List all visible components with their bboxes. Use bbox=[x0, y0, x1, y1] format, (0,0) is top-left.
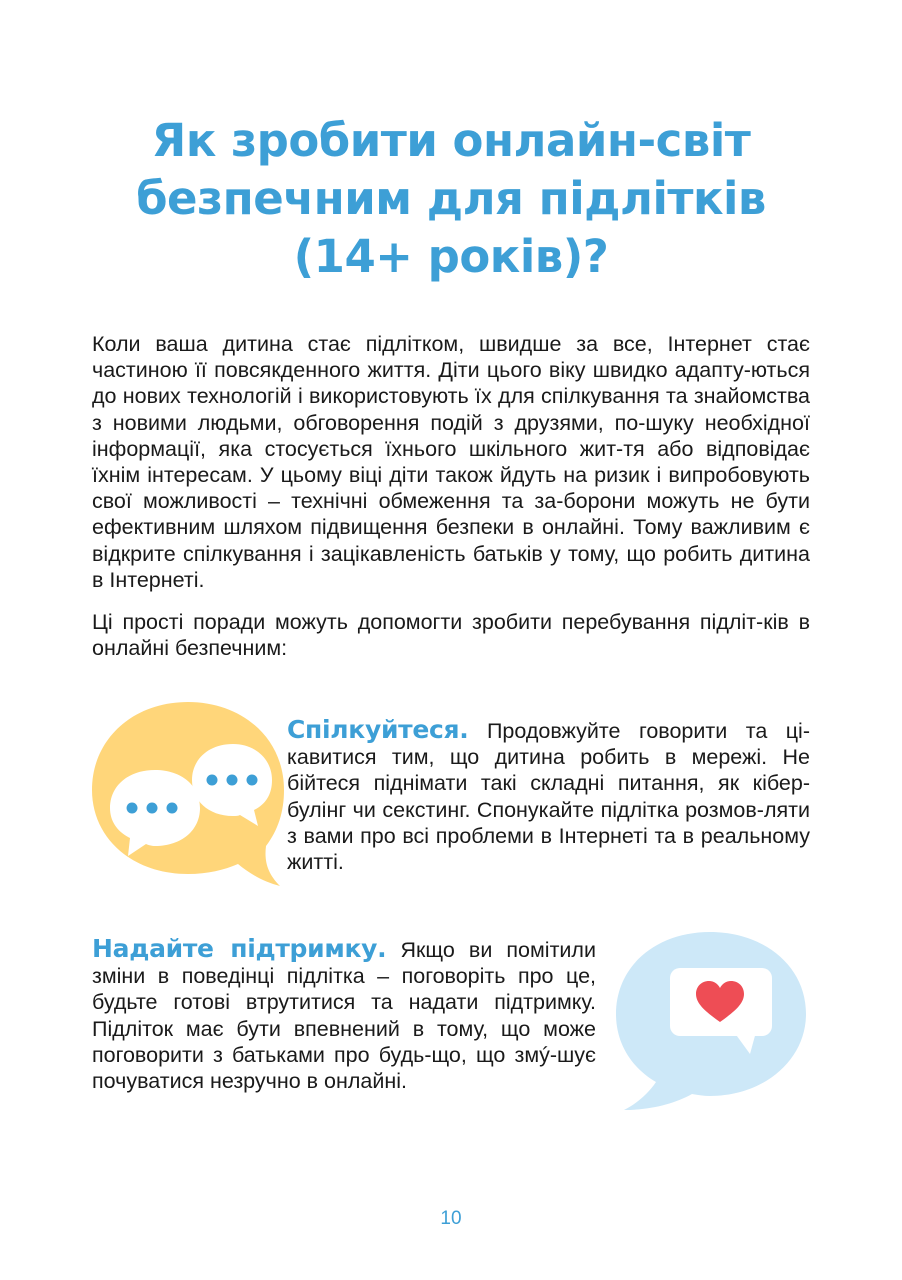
tip-communicate-heading: Спілкуйтеся. bbox=[287, 715, 469, 744]
intro-paragraph: Коли ваша дитина стає підлітком, швидше за все, Інтернет стає частиною її повсякденного життя. Діти цього віку швидко адапту-ються до нових технологій і використовують їх для спілкування та знайомства з новими людьми, обговорення подій з друзями, по-шуку необхідної інформації, яка стосується їхнього шкільного жит-тя або відповідає їхнім інтересам. У цьому віці діти також йдуть на ризик і випробовують свої можливості – технічні обмеження та за-борони можуть не бути ефективним шляхом підвищення безпеки в онлайні. Тому важливим є відкрите спілкування і зацікавленість батьків у тому, що робить дитина в Інтернеті. bbox=[92, 332, 810, 592]
tips-intro-paragraph: Ці прості поради можуть допомогти зробити перебування підліт-ків в онлайні безпечним: bbox=[92, 610, 810, 661]
page-number: 10 bbox=[440, 1208, 462, 1229]
tip-communicate bbox=[287, 717, 810, 875]
heart-message-icon bbox=[598, 928, 810, 1114]
title-line-2: безпечним для підлітків bbox=[136, 172, 766, 225]
tip-support bbox=[92, 936, 596, 1094]
tip-support-heading: Надайте підтримку. bbox=[92, 934, 387, 963]
title-line-1: Як зробити онлайн-світ bbox=[151, 114, 751, 167]
page-title bbox=[0, 112, 902, 286]
tip-communicate-text: Продовжуйте говорити та ці-кавитися тим, що дитина робить в мережі. Не бійтеся піднімати такі складні питання, як кібер-булінг чи секстинг. Спонукайте підлітка розмов-ляти з вами про всі проблеми в Інтернеті та в реальному житті. bbox=[287, 719, 810, 875]
tip-support-text: Якщо ви помітили зміни в поведінці підлітка – поговоріть про це, будьте готові втрутитися та надати підтримку. Підліток має бути впевнений в тому, що може поговорити з батьками про будь-що, що змý-шує почуватися незручно в онлайні. bbox=[92, 938, 596, 1094]
title-line-3: (14+ років)? bbox=[293, 230, 609, 283]
chat-bubbles-icon bbox=[88, 698, 288, 890]
